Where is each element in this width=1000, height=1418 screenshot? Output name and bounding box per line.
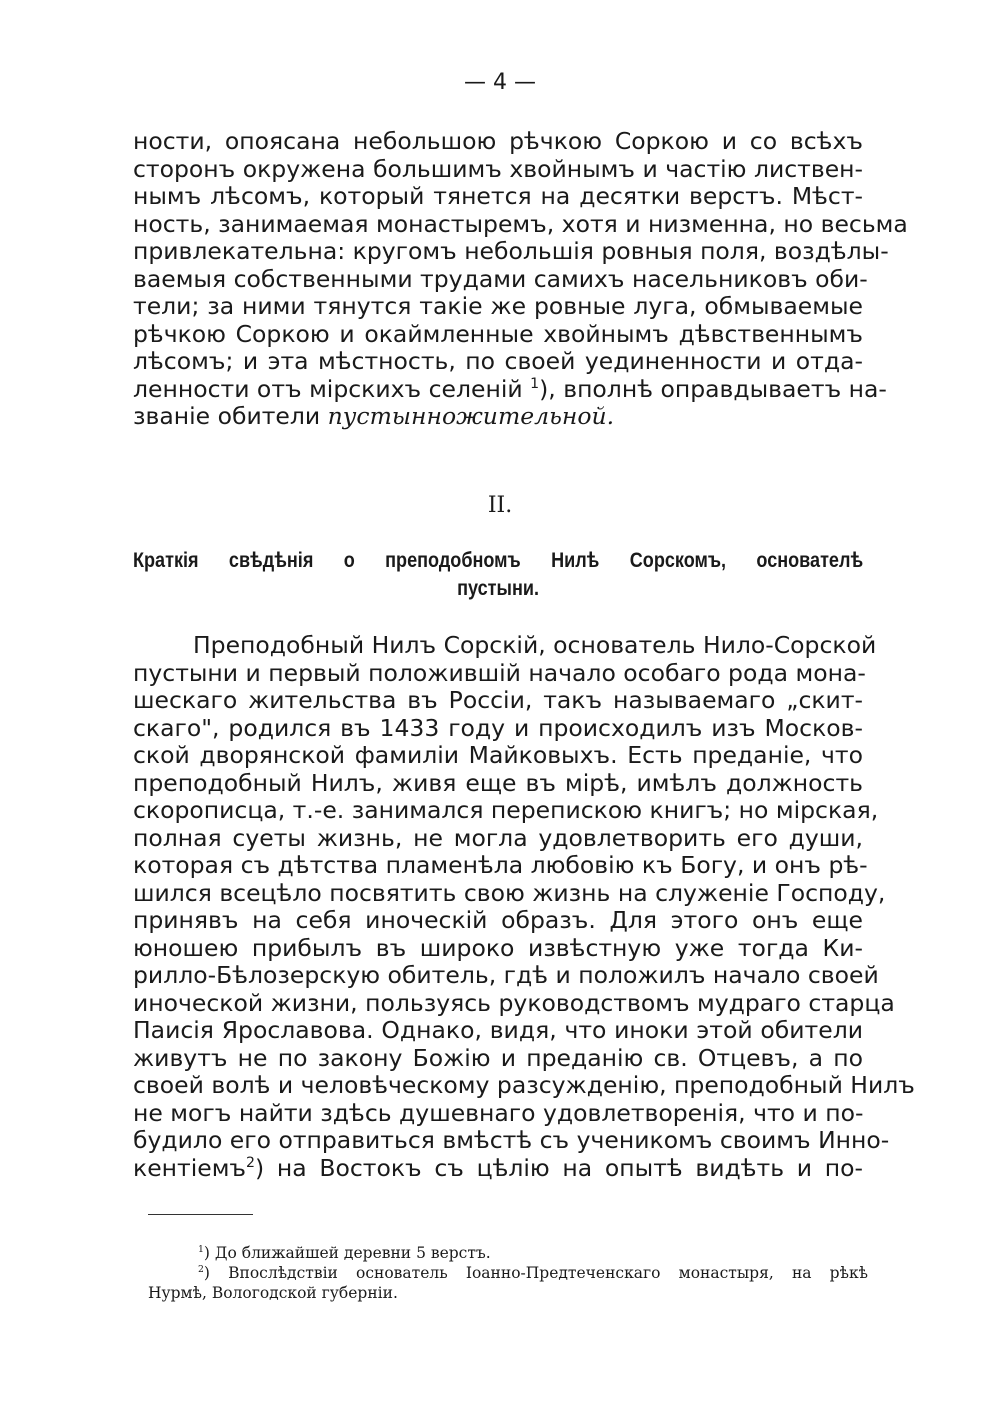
footnote-ref-2[interactable]: 2 bbox=[246, 1154, 255, 1171]
text-line: шился всецѣло посвятить свою жизнь на служеніе Господу, bbox=[133, 878, 886, 907]
text-line: которая съ дѣтства пламенѣла любовію къ Богу, и онъ рѣ- bbox=[133, 851, 868, 879]
text-line: ности, опоясана небольшою рѣчкою Соркою и со всѣхъ bbox=[133, 127, 863, 155]
heading-line: Краткія свѣдѣнія о преподобномъ Нилѣ Сорскомъ, основателѣ bbox=[133, 549, 864, 572]
footnote-text: ) Впослѣдствіи основатель Іоанно-Предтеченскаго монастыря, на рѣкѣ bbox=[203, 1264, 868, 1282]
text-line: ность, занимаемая монастыремъ, хотя и низменна, но весьма bbox=[133, 209, 908, 238]
text-line: будило его отправиться вмѣстѣ съ ученикомъ своимъ Инно- bbox=[133, 1126, 890, 1154]
footnote-divider bbox=[148, 1214, 253, 1215]
footnotes bbox=[148, 1243, 868, 1303]
text-line: рѣчкою Соркою и окаймленные хвойнымъ дѣвственнымъ bbox=[133, 319, 863, 348]
text-fragment: ), вполнѣ оправдываетъ на- bbox=[539, 374, 887, 403]
text-line: Преподобный Нилъ Сорскій, основатель Нило-Сорской bbox=[193, 631, 877, 659]
paragraph-2 bbox=[133, 631, 915, 1182]
text-fragment: кентіемъ bbox=[133, 1153, 247, 1182]
text-line: иноческой жизни, пользуясь руководствомъ мудраго старца bbox=[133, 988, 895, 1017]
heading-line: пустыни. bbox=[457, 577, 539, 600]
text-line: принявъ на себя иноческій образъ. Для этого онъ еще bbox=[133, 906, 863, 934]
section-heading bbox=[133, 547, 864, 603]
text-line: ской дворянской фамиліи Майковыхъ. Есть преданіе, что bbox=[133, 741, 863, 769]
text-line: сторонъ окружена большимъ хвойнымъ и частію листвен- bbox=[133, 154, 863, 183]
text-line: живутъ не по закону Божію и преданію св. Отцевъ, а по bbox=[133, 1043, 863, 1072]
text-line bbox=[133, 374, 887, 404]
section-number: II. bbox=[487, 493, 513, 518]
footnote-ref-1[interactable]: 1 bbox=[530, 375, 540, 392]
page-number: — 4 — bbox=[464, 70, 536, 95]
text-line bbox=[133, 403, 863, 431]
emphasis-text: пустынножительной. bbox=[327, 402, 615, 430]
text-line: пустыни и первый положившій начало особаго рода мона- bbox=[133, 658, 866, 687]
text-fragment: званіе обители bbox=[133, 402, 321, 430]
text-line: не могъ найти здѣсь душевнаго удовлетворенія, что и по- bbox=[133, 1098, 864, 1127]
text-fragment: ) на Востокъ съ цѣлію на опытѣ видѣть и по- bbox=[255, 1153, 863, 1182]
text-line: своей волѣ и человѣческому разсужденію, преподобный Нилъ bbox=[133, 1071, 915, 1099]
footnote-mark: 2 bbox=[198, 1263, 204, 1275]
text-line: нымъ лѣсомъ, который тянется на десятки верстъ. Мѣст- bbox=[133, 182, 863, 210]
text-line: шескаго жительства въ Россіи, такъ называемаго „скит- bbox=[133, 686, 863, 714]
footnote-1 bbox=[148, 1243, 868, 1263]
text-line: Паисія Ярославова. Однако, видя, что иноки этой обители bbox=[133, 1016, 863, 1044]
text-line: скаго", родился въ 1433 году и происходилъ изъ Москов- bbox=[133, 713, 863, 742]
text-line bbox=[133, 1155, 863, 1183]
text-line: тели; за ними тянутся такіе же ровные луга, обмываемые bbox=[133, 292, 863, 320]
text-line: юношею прибылъ въ широко извѣстную уже тогда Ки- bbox=[133, 933, 863, 962]
footnote-2 bbox=[148, 1263, 868, 1283]
paragraph-1 bbox=[133, 127, 908, 431]
text-line: полная суеты жизнь, не могла удовлетворить его души, bbox=[133, 823, 863, 852]
text-fragment: ленности отъ мірскихъ селеній bbox=[133, 374, 523, 403]
text-line: рилло-Бѣлозерскую обитель, гдѣ и положилъ начало своей bbox=[133, 961, 879, 989]
text-line: ваемыя собственными трудами самихъ насельниковъ оби- bbox=[133, 264, 868, 293]
footnote-text: ) До ближайшей деревни 5 верстъ. bbox=[203, 1244, 491, 1262]
footnote-2-continued: Нурмѣ, Вологодской губерніи. bbox=[148, 1284, 398, 1302]
text-line: лѣсомъ; и эта мѣстность, по своей уединенности и отда- bbox=[133, 347, 863, 375]
text-line: привлекательна: кругомъ небольшія ровныя поля, воздѣлы- bbox=[133, 237, 889, 265]
footnote-mark: 1 bbox=[198, 1243, 204, 1255]
text-line: скорописца, т.-е. занимался перепискою книгъ; но мірская, bbox=[133, 796, 879, 824]
text-line: преподобный Нилъ, живя еще въ мірѣ, имѣлъ должность bbox=[133, 768, 863, 797]
